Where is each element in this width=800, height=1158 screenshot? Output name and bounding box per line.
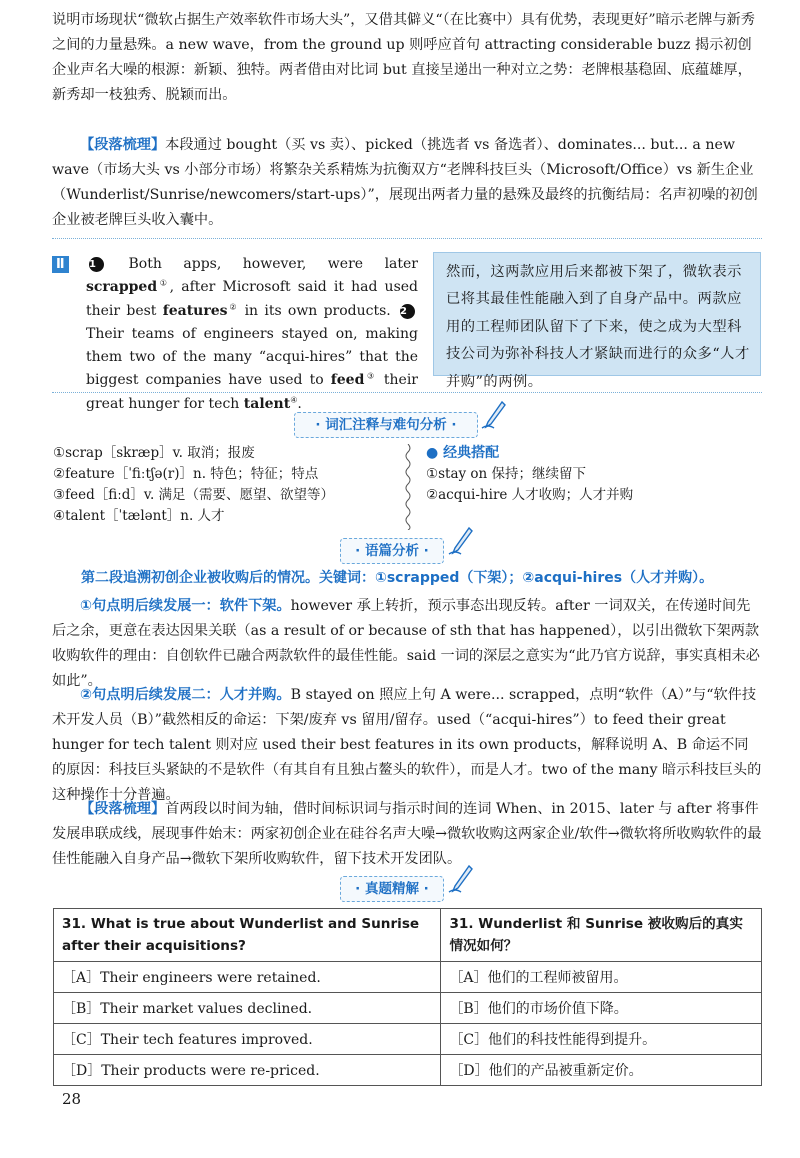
- analysis-paragraph-1: ①句点明后续发展一：软件下架。however 承上转折，预示事态出现反转。after 一词双关，在传递时间先后之余，更意在表达因果关联（as a result of or because of sth that has happened），以引出微软下架两款收购软件的理由：自创软件已融合两款软件的最佳性能。said 一词的深层之意实为“此乃官方说辞，事实真相未必如此”。: [52, 598, 760, 689]
- pen-icon: [447, 864, 473, 894]
- vocab-scrapped: scrapped: [86, 279, 158, 296]
- option-b-cn: ［B］他们的市场价值下降。: [441, 993, 762, 1024]
- section-header-analysis: · 语篇分析 ·: [340, 538, 444, 564]
- intro-paragraph: 说明市场现状“微软占据生产效率软件市场大头”，又借其僻义“（在比赛中）具有优势，表现更好”暗示老牌与新秀之间的力量悬殊。a new wave，from the ground up 则呼应首句 attracting considerable buzz 揭示初创企业声名大噪的根源：新颖、独特。两者借由对比词 but 直接呈递出一种对立之势：老牌根基稳固、底蕴雄厚，新秀却一枝独秀、脱颖而出。: [52, 12, 755, 103]
- vocab-item: ②feature［ˈfiːtʃə(r)］n. 特色；特征；特点: [53, 466, 319, 482]
- table-row: [54, 1055, 762, 1086]
- table-row: [54, 962, 762, 993]
- summary-tag: 【段落梳理】: [80, 801, 166, 817]
- wavy-separator: [404, 444, 412, 530]
- analysis-point-2: ②句点明后续发展二：人才并购。: [80, 687, 291, 703]
- vocab-item: ④talent［ˈtælənt］n. 人才: [53, 508, 225, 524]
- pen-icon: [447, 526, 473, 556]
- passage-paragraph-2: Ⅱ 1 Both apps, however, were later scrapped①, after Microsoft said it had used their best features② in its own products. 2Their teams of engineers stayed on, making them two of the many “acqui-hires” that the biggest companies have used to feed③ their great hunger for tech talent④.: [86, 253, 418, 416]
- option-d-en: ［D］Their products were re-priced.: [54, 1055, 441, 1086]
- collocation-title: ● 经典搭配: [426, 445, 500, 461]
- vocab-features: features: [162, 302, 228, 319]
- translation-box: 然而，这两款应用后来都被下架了，微软表示已将其最佳性能融入到了自身产品中。两款应用的工程师团队留下了下来，使之成为大型科技公司为弥补科技人才紧缺而进行的众多“人才并购”的两例。: [433, 252, 761, 376]
- vocab-feed: feed: [330, 372, 365, 389]
- analysis-paragraph-2: ②句点明后续发展二：人才并购。B stayed on 照应上句 A were... scrapped，点明“软件（A）”与“软件技术开发人员（B）”截然相反的命运：下架/废弃 vs 留用/留存。used（“acqui-hires”）to feed their great hunger for tech talent 则对应 used their best features in its own products，解释说明 A、B 命运不同的原因：科技巨头紧缺的不是软件（有其自有且独占鳌头的软件），而是人才。two of the many 暗示科技巨头的这种操作十分普遍。: [52, 687, 762, 803]
- option-c-en: ［C］Their tech features improved.: [54, 1024, 441, 1055]
- table-row: [54, 1024, 762, 1055]
- vocab-item: ③feed［fiːd］v. 满足（需要、愿望、欲望等）: [53, 487, 335, 503]
- section-header-exam: · 真题精解 ·: [340, 876, 444, 902]
- option-b-en: ［B］Their market values declined.: [54, 993, 441, 1024]
- question-table: [53, 908, 762, 1086]
- question-cn: 31. Wunderlist 和 Sunrise 被收购后的真实情况如何？: [441, 909, 762, 962]
- option-d-cn: ［D］他们的产品被重新定价。: [441, 1055, 762, 1086]
- table-row: [54, 993, 762, 1024]
- divider: [52, 238, 762, 239]
- vocab-list: [53, 443, 334, 527]
- option-a-en: ［A］Their engineers were retained.: [54, 962, 441, 993]
- paragraph-summary-2: 【段落梳理】首两段以时间为轴，借时间标识词与指示时间的连词 When、in 2015、later 与 after 将事件发展串联成线，展现事件始末：两家初创企业在硅谷名声大噪→微软收购这两家企业/软件→微软将所收购软件的最佳性能融入自身产品→微软下架所收购软件，留下技术开发团队。: [52, 801, 762, 867]
- question-en: 31. What is true about Wunderlist and Sunrise after their acquisitions?: [54, 909, 441, 962]
- paragraph-summary-1: 【段落梳理】本段通过 bought（买 vs 卖）、picked（挑选者 vs 备选者）、dominates... but... a new wave（市场大头 vs 小部分市场）将繁杂关系精炼为抗衡双方“老牌科技巨头（Microsoft/Office）vs 新生企业（Wunderlist/Sunrise/newcomers/start-ups）”，展现出两者力量的悬殊及最终的抗衡结局：名声初噪的初创企业被老牌巨头收入囊中。: [52, 137, 758, 228]
- section-header-vocab: · 词汇注释与难句分析 ·: [294, 412, 478, 438]
- page-number: 28: [62, 1090, 82, 1108]
- collocation-list: [426, 443, 633, 506]
- analysis-point-1: ①句点明后续发展一：软件下架。: [80, 598, 291, 614]
- option-c-cn: ［C］他们的科技性能得到提升。: [441, 1024, 762, 1055]
- paragraph-number: Ⅱ: [52, 256, 69, 273]
- vocab-talent: talent: [243, 395, 291, 412]
- collocation-item: ②acqui-hire 人才收购；人才并购: [426, 487, 634, 503]
- pen-icon: [480, 400, 506, 430]
- option-a-cn: ［A］他们的工程师被留用。: [441, 962, 762, 993]
- analysis-topic: 第二段追溯初创企业被收购后的情况。关键词：①scrapped（下架）；②acqui-hires（人才并购）。: [81, 570, 714, 586]
- summary-tag: 【段落梳理】: [80, 137, 166, 153]
- sentence-1-marker: 1: [89, 257, 104, 272]
- sentence-2-marker: 2: [400, 304, 415, 319]
- vocab-item: ①scrap［skræp］v. 取消；报废: [53, 445, 255, 461]
- divider: [52, 392, 762, 393]
- table-row: [54, 909, 762, 962]
- collocation-item: ①stay on 保持；继续留下: [426, 466, 587, 482]
